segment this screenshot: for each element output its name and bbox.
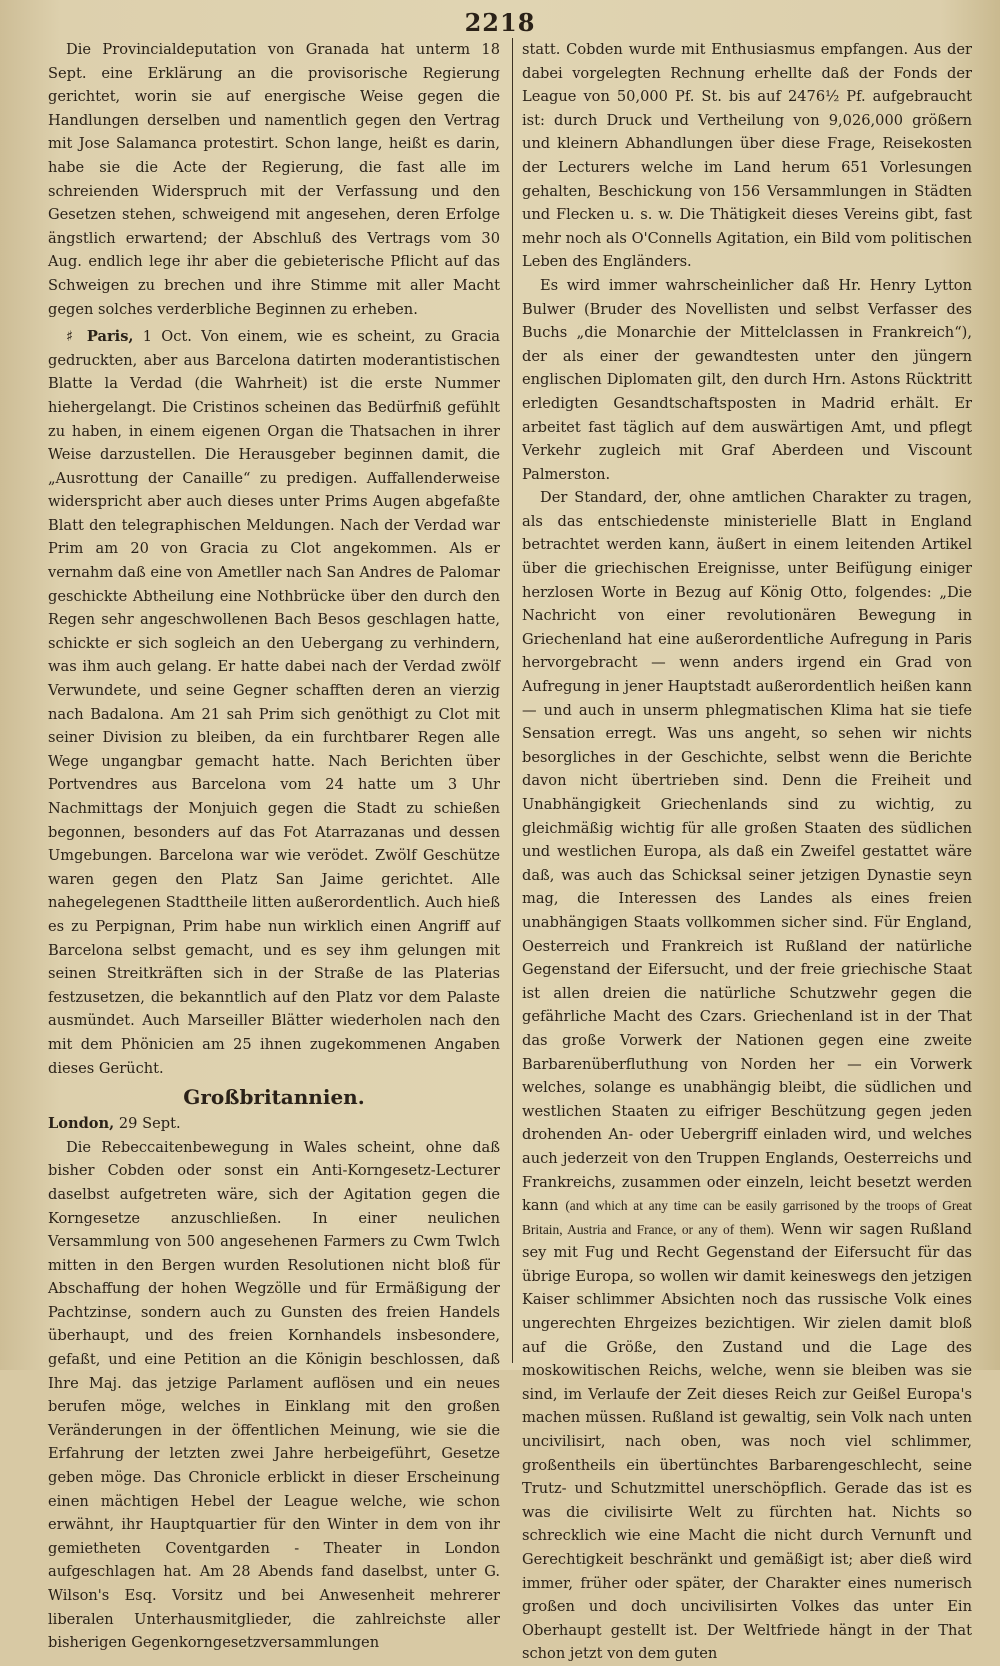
section-heading-grossbritannien: Großbritannien.: [183, 1085, 365, 1110]
london-date: 29 Sept.: [114, 1115, 181, 1133]
paris-paragraph-text: 1 Oct. Von einem, wie es scheint, zu Gracia gedruckten, aber aus Barcelona datirten moderantistischen Blatte la Verdad (die Wahrheit) ist die erste Nummer hiehergelangt. Die Cristinos scheinen das Bedürfniß gefühlt zu haben, in einem eigenen Organ die Thatsachen in ihrer Weise darzustellen. Die Herausgeber beginnen damit, die „Ausrottung der Canaille“ zu predigen. Auffallenderweise widerspricht aber auch dieses unter Prims Augen abgefaßte Blatt den telegraphischen Meldungen. Nach der Verdad war Prim am 20 von Gracia zu Clot angekommen. Als er vernahm daß eine von Ametller nach San Andres de Palomar geschickte Abtheilung eine Nothbrücke über den durch den Regen sehr angeschwollenen Bach Besos geschlagen hatte, schickte er sich sogleich an den Uebergang zu verhindern, was ihm auch gelang. Er hatte dabei nach der Verdad zwölf Verwundete, und seine Gegner schafften deren an vierzig nach Badalona. Am 21 sah Prim sich genöthigt zu Clot mit seiner Division zu bleiben, da ein furchtbarer Regen alle Wege ungangbar gemacht hatte. Nach Berichten über Portvendres aus Barcelona vom 24 hatte um 3 Uhr Nachmittags der Monjuich gegen die Stadt zu schießen begonnen, besonders auf das Fot Atarrazanas und dessen Umgebungen. Barcelona war wie verödet. Zwölf Geschütze waren gegen den Platz San Jaime gerichtet. Alle nahegelegenen Stadttheile litten außerordentlich. Auch hieß es zu Perpignan, Prim habe nun wirklich einen Angriff auf Barcelona selbst gemacht, und es sey ihm gelungen mit seinen Streitkräften sich in der Straße de las Platerias festzusetzen, die bekanntlich auf den Platz vor dem Palaste ausmündet. Auch Marseiller Blätter wiederholen nach den mit dem Phönicien am 25 ihnen zugekommenen Angaben dieses Gerücht.: [48, 328, 501, 1077]
paris-paragraph: [48, 325, 500, 1080]
standard-text-a: Der Standard, der, ohne amtlichen Charakter zu tragen, als das entschiedenste ministerielle Blatt in England betrachtet werden kann, äußert in einem leitenden Artikel über die griechischen Ereignisse, unter Beifügung einiger herzlosen Worte in Bezug auf König Otto, folgendes: „Die Nachricht von einer revolutionären Bewegung in Griechenland hat eine außerordentliche Aufregung in Paris hervorgebracht — wenn anders irgend ein Grad von Aufregung in jener Hauptstadt außerordentlich heißen kann — und auch in unserm phlegmatischen Klima hat sie tiefe Sensation erregt. Was uns angeht, so sehen wir nichts besorgliches in der Geschichte, selbst wenn die Berichte davon nicht übertrieben sind. Denn die Freiheit und Unabhängigkeit Griechenlands sind zu wichtig, zu gleichmäßig wichtig für alle großen Staaten des südlichen und westlichen Europa, als daß ein Zweifel gestattet wäre daß, was auch das Schicksal seiner jetzigen Dynastie seyn mag, die Interessen des Landes als eines freien unabhängigen Staats vollkommen sicher sind. Für England, Oesterreich und Frankreich ist Rußland der natürliche Gegenstand der Eifersucht, und der freie griechische Staat ist allen dreien die natürliche Schutzwehr gegen die gefährliche Macht des Czars. Griechenland ist in der That das große Vorwerk der Nationen gegen eine zweite Barbarenüberfluthung von Norden her — ein Vorwerk welches, solange es unabhängig bleibt, die südlichen und westlichen Staaten zu eifriger Beschützung gegen jeden drohenden An- oder Uebergriff einladen wird, und welches auch jederzeit von den Truppen Englands, Oesterreichs und Frankreichs, zusammen oder einzeln, leicht besetzt werden kann: [522, 489, 972, 1215]
london-place: London,: [48, 1115, 115, 1133]
league-paragraph: statt. Cobden wurde mit Enthusiasmus empfangen. Aus der dabei vorgelegten Rechnung erhellte daß der Fonds der League von 50,000 Pf. St. bis auf 2476½ Pf. aufgebraucht ist: durch Druck und Vertheilung von 9,026,000 größern und kleinern Abhandlungen über diese Frage, Reisekosten der Lecturers welche im Land herum 651 Vorlesungen gehalten, Beschickung von 156 Versammlungen in Städten und Flecken u. s. w. Die Thätigkeit dieses Vereins gibt, fast mehr noch als O'Connells Agitation, ein Bild vom politischen Leben des Engländers.: [522, 41, 972, 271]
bulwer-paragraph: Es wird immer wahrscheinlicher daß Hr. Henry Lytton Bulwer (Bruder des Novellisten und selbst Verfasser des Buchs „die Monarchie der Mittelclassen in Frankreich“), der als einer der gewandtesten unter den jüngern englischen Diplomaten gilt, den durch Hrn. Astons Rücktritt erledigten Gesandtschaftsposten in Madrid erhält. Er arbeitet fast täglich auf dem auswärtigen Amt, und pflegt Verkehr zugleich mit Graf Aberdeen und Viscount Palmerston.: [522, 276, 972, 483]
paris-dateline: Paris,: [86, 328, 134, 346]
london-dateline: [48, 1112, 500, 1136]
paragraph-marker: ♯: [66, 328, 78, 346]
granada-paragraph: Die Provincialdeputation von Granada hat unterm 18 Sept. eine Erklärung an die provisorische Regierung gerichtet, worin sie auf energische Weise gegen die Handlungen derselben und namentlich gegen den Vertrag mit Jose Salamanca protestirt. Schon lange, heißt es darin, habe sie die Acte der Regierung, die fast alle im schreienden Widerspruch mit der Verfassung und den Gesetzen stehen, schweigend mit angesehen, deren Erfolge ängstlich erwartend; der Abschluß des Vertrags vom 30 Aug. endlich lege ihr aber die gebieterische Pflicht auf das Schweigen zu brechen und ihre Stimme mit aller Macht gegen solches verderbliche Beginnen zu erheben.: [48, 41, 500, 318]
right-column: [522, 38, 972, 1666]
page-number: 2218: [464, 8, 536, 37]
column-divider: [512, 38, 513, 1363]
left-column: [48, 38, 500, 1655]
standard-text-b: Wenn wir sagen Rußland sey mit Fug und Recht Gegenstand der Eifersucht für das übrige Europa, so wollen wir damit keineswegs den jetzigen Kaiser schlimmer Absichten noch das russische Volk eines ungerechten Ehrgeizes bezichtigen. Wir zielen damit bloß auf die Größe, den Zustand und die Lage des moskowitischen Reichs, welche, wenn sie bleiben was sie sind, im Verlaufe der Zeit dieses Reich zur Geißel Europa's machen müssen. Rußland ist gewaltig, sein Volk nach unten uncivilisirt, nach oben, was noch viel schlimmer, großentheils ein übertünchtes Barbarengeschlecht, seine Trutz- und Schutzmittel unerschöpflich. Gerade das ist es was die civilisirte Welt zu fürchten hat. Nichts so schrecklich wie eine Macht die nicht durch Vernunft und Gerechtigkeit beschränkt und gemäßigt ist; aber dieß wird immer, früher oder später, der Charakter eines numerisch großen und doch uncivilisirten Volkes das unter Ein Oberhaupt gestellt ist. Der Weltfriede hängt in der That schon jetzt von dem guten: [522, 1220, 972, 1663]
standard-paragraph: [522, 486, 972, 1666]
english-quote: (and which at any time can be easily garrisoned by the troops of Great Britain, Austria and France, or any of them).: [522, 1198, 972, 1237]
rebecca-paragraph: Die Rebeccaitenbewegung in Wales scheint, ohne daß bisher Cobden oder sonst ein Anti-Korngesetz-Lecturer daselbst aufgetreten wäre, sich der Agitation gegen die Korngesetze anzuschließen. In einer neulichen Versammlung von 500 angesehenen Farmers zu Cwm Twlch mitten in den Bergen wurden Resolutionen nicht bloß für Abschaffung der hohen Wegzölle und für Ermäßigung der Pachtzinse, sondern auch zu Gunsten des freien Handels überhaupt, und des freien Kornhandels insbesondere, gefaßt, und eine Petition an die Königin beschlossen, daß Ihre Maj. das jetzige Parlament auflösen und ein neues berufen möge, welches in Einklang mit den großen Veränderungen in der öffentlichen Meinung, wie sie die Erfahrung der letzten zwei Jahre herbeigeführt, Gesetze geben möge. Das Chronicle erblickt in dieser Erscheinung einen mächtigen Hebel der League welche, wie schon erwähnt, ihr Hauptquartier für den Winter in dem von ihr gemietheten Coventgarden - Theater in London aufgeschlagen hat. Am 28 Abends fand daselbst, unter G. Wilson's Esq. Vorsitz und bei Anwesenheit mehrerer liberalen Unterhausmitglieder, die zahlreichste aller bisherigen Gegenkorngesetzversammlungen: [48, 1138, 500, 1652]
